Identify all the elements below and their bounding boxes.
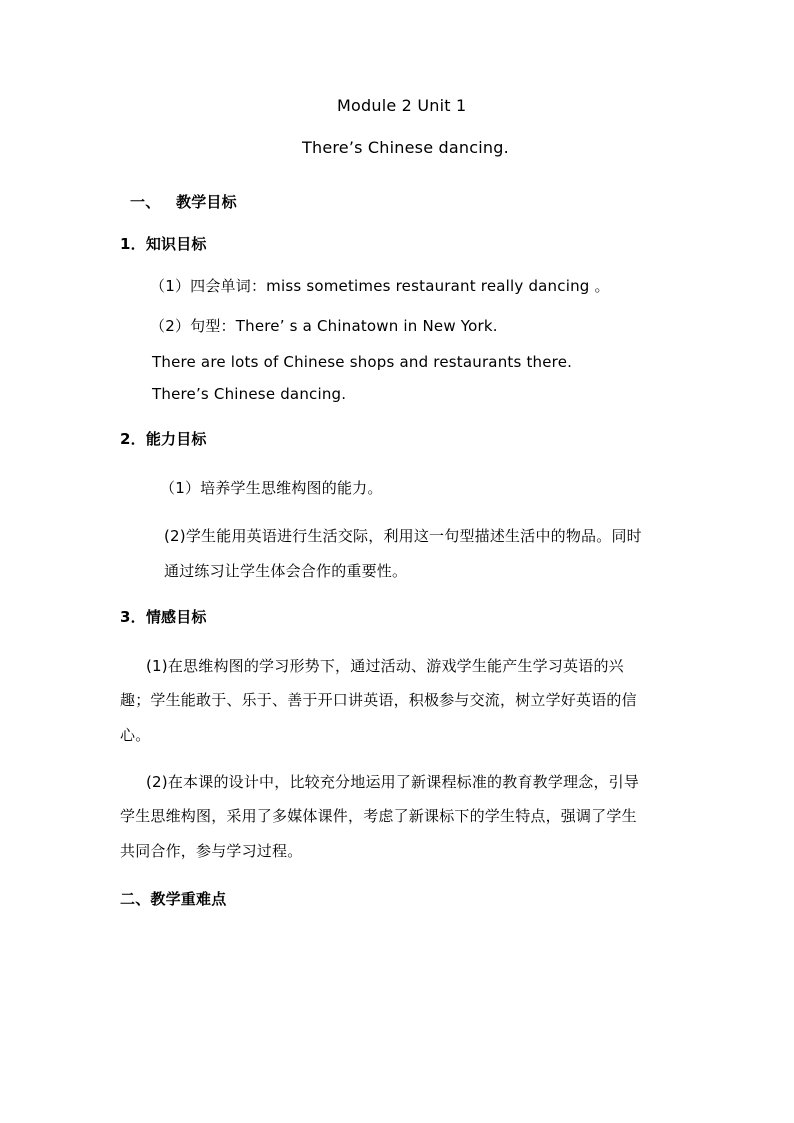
section-1-heading: 教学目标 — [176, 193, 237, 211]
emotion-p2-line-1: (2)在本课的设计中，比较充分地运用了新课程标准的教育教学理念，引导 — [146, 773, 640, 791]
document-subtitle: There’s Chinese dancing. — [302, 138, 509, 157]
sentence-pattern-line: （2）句型：There’ s a Chinatown in New York. — [150, 317, 498, 335]
ability-item-2-line-1: (2)学生能用英语进行生活交际，利用这一句型描述生活中的物品。同时 — [164, 527, 642, 545]
emotion-p1-line-3: 心。 — [120, 726, 151, 744]
emotion-goals-heading: 3．情感目标 — [120, 608, 207, 626]
vocab-line: （1）四会单词：miss sometimes restaurant really dancing 。 — [150, 277, 610, 295]
section-2-heading: 二、教学重难点 — [120, 890, 227, 908]
emotion-p2-line-3: 共同合作，参与学习过程。 — [120, 842, 303, 860]
document-title: Module 2 Unit 1 — [337, 96, 467, 115]
section-1-number: 一、 — [130, 193, 161, 211]
sentence-line-2: There are lots of Chinese shops and restaurants there. — [152, 353, 573, 371]
ability-goals-heading: 2．能力目标 — [120, 430, 207, 448]
knowledge-goals-heading: 1．知识目标 — [120, 235, 207, 253]
ability-item-1: （1）培养学生思维构图的能力。 — [160, 479, 383, 497]
emotion-p1-line-2: 趣；学生能敢于、乐于、善于开口讲英语，积极参与交流，树立学好英语的信 — [120, 691, 637, 709]
emotion-p1-line-1: (1)在思维构图的学习形势下，通过活动、游戏学生能产生学习英语的兴 — [146, 657, 624, 675]
sentence-line-3: There’s Chinese dancing. — [152, 385, 347, 403]
ability-item-2-line-2: 通过练习让学生体会合作的重要性。 — [164, 562, 408, 580]
emotion-p2-line-2: 学生思维构图，采用了多媒体课件，考虑了新课标下的学生特点，强调了学生 — [120, 807, 637, 825]
